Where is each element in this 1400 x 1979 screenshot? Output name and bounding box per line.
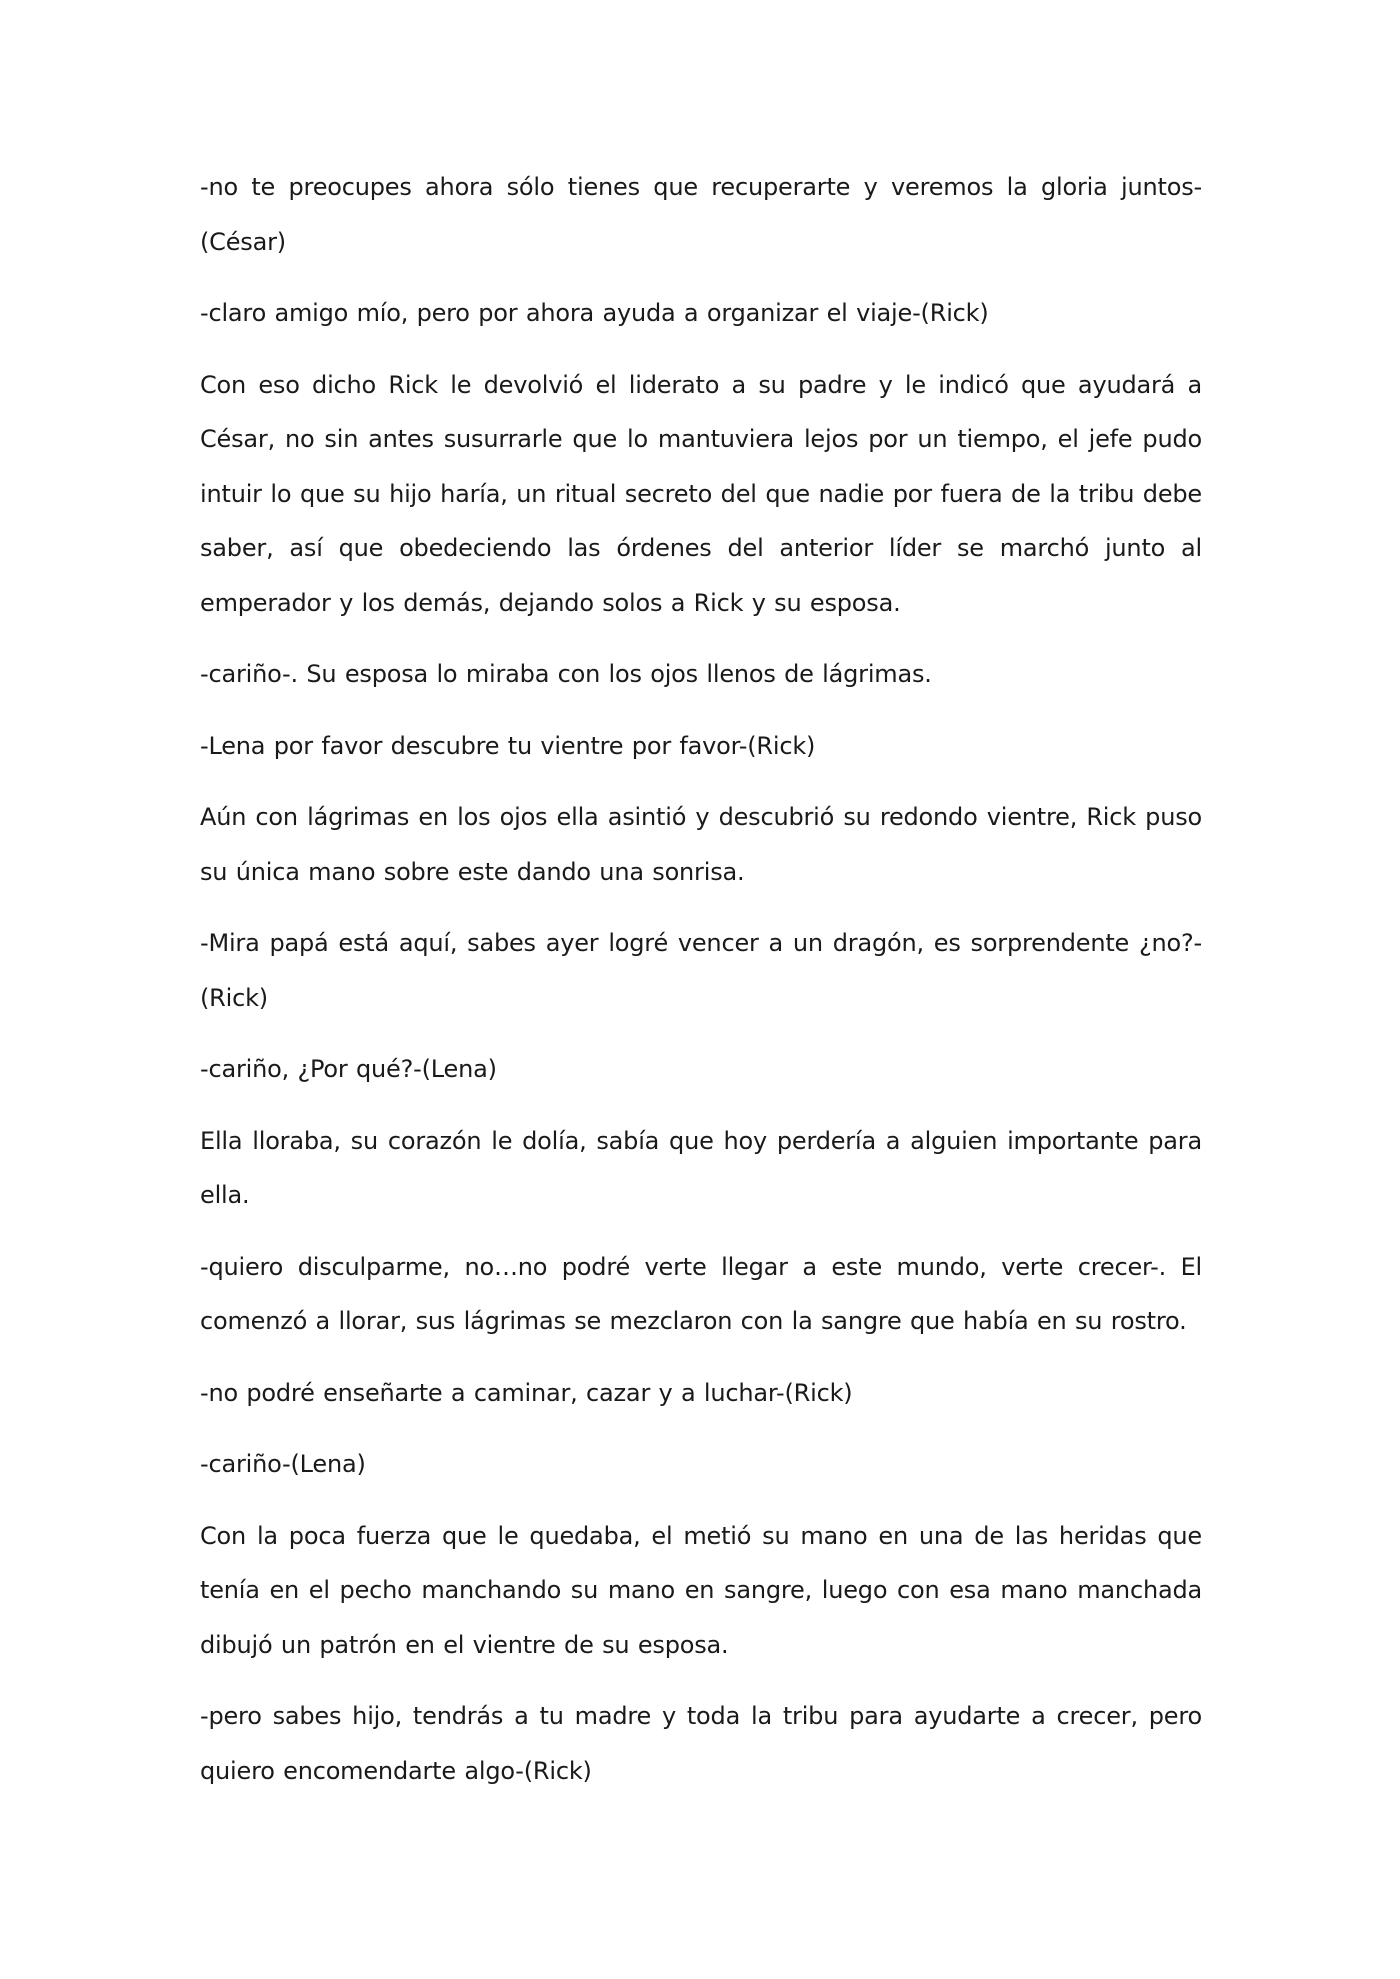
paragraph-14: -pero sabes hijo, tendrás a tu madre y toda la tribu para ayudarte a crecer, pero quiero encomendarte algo-(Rick) (200, 1702, 1202, 1785)
paragraph-8: -cariño, ¿Por qué?-(Lena) (200, 1055, 497, 1083)
paragraph-10: -quiero disculparme, no…no podré verte llegar a este mundo, verte crecer-. El comenzó a llorar, sus lágrimas se mezclaron con la sangre que había en su rostro. (200, 1252, 1202, 1335)
paragraph-1: -no te preocupes ahora sólo tienes que recuperarte y veremos la gloria juntos-(César) (200, 173, 1202, 256)
paragraph-5: -Lena por favor descubre tu vientre por favor-(Rick) (200, 731, 816, 760)
paragraph-3: Con eso dicho Rick le devolvió el liderato a su padre y le indicó que ayudará a César, no sin antes susurrarle que lo mantuviera lejos por un tiempo, el jefe pudo intuir lo que su hijo haría, un ritual secreto del que nadie por fuera de la tribu debe saber, así que obedeciendo las órdenes del anterior líder se marchó junto al emperador y los demás, dejando solos a Rick y su esposa. (200, 370, 1202, 617)
paragraph-4: -cariño-. Su esposa lo miraba con los ojos llenos de lágrimas. (200, 660, 932, 688)
paragraph-7: -Mira papá está aquí, sabes ayer logré vencer a un dragón, es sorprendente ¿no?-(Rick) (200, 929, 1202, 1012)
paragraph-13: Con la poca fuerza que le quedaba, el metió su mano en una de las heridas que tenía en el pecho manchando su mano en sangre, luego con esa mano manchada dibujó un patrón en el vientre de su esposa. (200, 1521, 1202, 1659)
paragraph-2: -claro amigo mío, pero por ahora ayuda a organizar el viaje-(Rick) (200, 299, 989, 327)
paragraph-9: Ella lloraba, su corazón le dolía, sabía que hoy perdería a alguien importante para ella. (200, 1126, 1202, 1209)
paragraph-6: Aún con lágrimas en los ojos ella asintió y descubrió su redondo vientre, Rick puso su única mano sobre este dando una sonrisa. (200, 803, 1202, 886)
paragraph-12: -cariño-(Lena) (200, 1450, 366, 1478)
paragraph-11: -no podré enseñarte a caminar, cazar y a luchar-(Rick) (200, 1378, 853, 1407)
document-page (200, 160, 1202, 1815)
